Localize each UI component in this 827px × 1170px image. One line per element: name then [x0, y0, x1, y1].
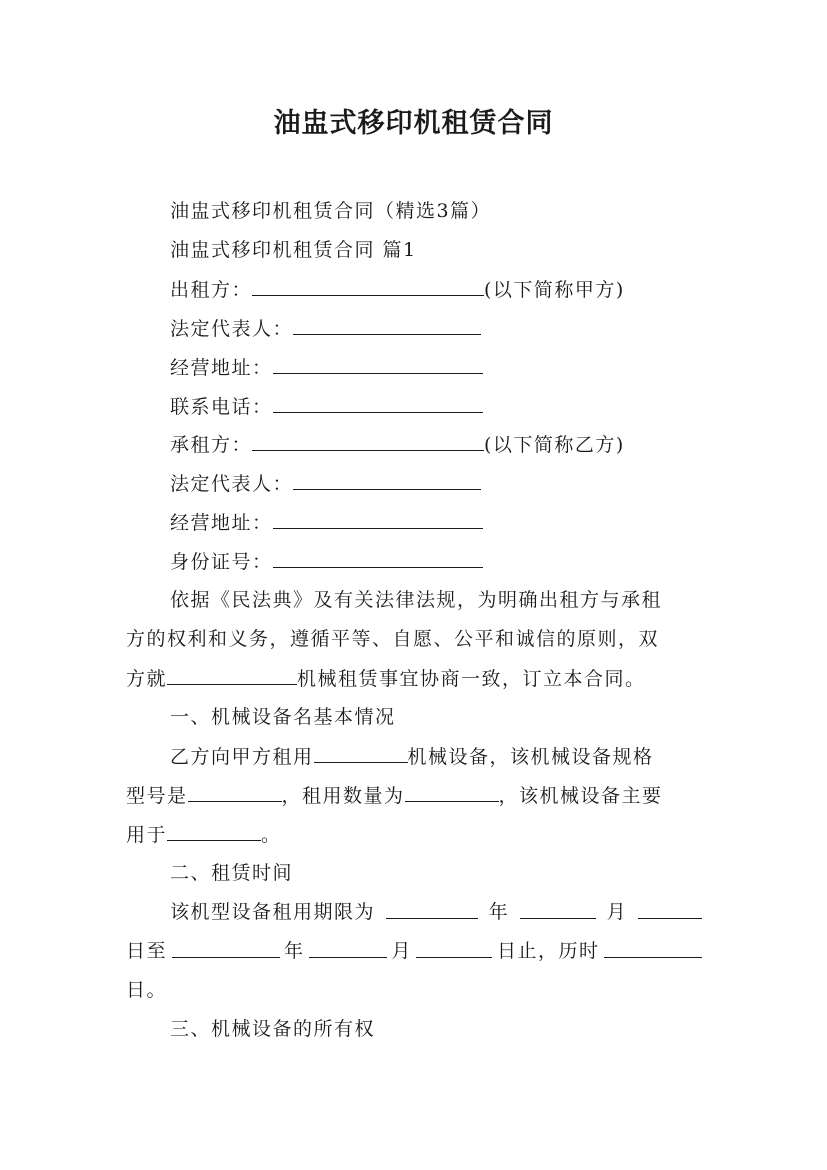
lessor-name-blank[interactable] [252, 275, 484, 296]
end-month-blank[interactable] [309, 937, 387, 958]
clause-1-line-2-end: ，该机械设备主要 [498, 785, 663, 807]
lessor-legal-rep-label: 法定代表人： [170, 318, 294, 340]
lessee-id-label: 身份证号： [170, 551, 273, 573]
clause-1-line-2 [126, 781, 663, 810]
start-year-label: 年 [488, 901, 510, 923]
preamble-line-3-start: 方就 [126, 668, 168, 690]
lessee-legal-rep-blank[interactable] [293, 469, 481, 490]
lessor-phone-line [170, 392, 483, 421]
lessee-address-label: 经营地址： [170, 512, 273, 534]
lessee-address-line [170, 508, 483, 537]
lessee-legal-rep-line [170, 469, 481, 498]
lessee-line [170, 430, 625, 459]
clause-2-line-1 [170, 898, 702, 926]
lessor-phone-label: 联系电话： [170, 396, 273, 418]
lessor-label: 出租方： [170, 279, 253, 301]
clause-3-heading: 三、机械设备的所有权 [170, 1018, 376, 1040]
usage-blank[interactable] [167, 820, 261, 841]
start-year-blank[interactable] [386, 898, 478, 919]
preamble-line-2: 方的权利和义务，遵循平等、自愿、公平和诚信的原则，双 [126, 628, 660, 650]
clause-1-usage-label: 用于 [126, 824, 168, 846]
clause-1-line-1-end: 机械设备，该机械设备规格 [407, 746, 654, 768]
machine-subject-blank[interactable] [167, 664, 297, 685]
lessor-legal-rep-line [170, 314, 481, 343]
lessor-legal-rep-blank[interactable] [293, 314, 481, 335]
clause-2-to-label: 日至 [126, 940, 168, 962]
lessor-phone-blank[interactable] [273, 392, 483, 413]
clause-2-until-label: 日止，历时 [496, 940, 600, 962]
clause-1-line-1 [170, 742, 654, 771]
quantity-blank[interactable] [405, 781, 499, 802]
document-title: 油盅式移印机租赁合同 [273, 108, 554, 139]
preamble-line-1: 依据《民法典》及有关法律法规，为明确出租方与承租 [170, 589, 663, 611]
clause-1-heading: 一、机械设备名基本情况 [170, 706, 396, 728]
clause-1-line-3-end: 。 [261, 824, 282, 846]
clause-1-model-label: 型号是 [126, 785, 188, 807]
lessor-address-blank[interactable] [273, 353, 483, 374]
clause-2-term-label: 该机型设备租用期限为 [170, 901, 376, 923]
lessee-label: 承租方： [170, 434, 253, 456]
rented-machine-blank[interactable] [314, 742, 408, 763]
lessor-address-label: 经营地址： [170, 357, 273, 379]
preamble-line-3 [126, 664, 646, 693]
lessor-address-line [170, 353, 483, 382]
lessee-id-blank[interactable] [273, 547, 483, 568]
lessee-suffix: (以下简称乙方) [484, 434, 625, 456]
model-blank[interactable] [188, 781, 282, 802]
lessee-legal-rep-label: 法定代表人： [170, 473, 294, 495]
clause-1-line-1-start: 乙方向甲方租用 [170, 746, 314, 768]
duration-blank[interactable] [604, 937, 702, 958]
clause-2-line-2 [126, 937, 702, 965]
lessor-suffix: (以下简称甲方) [484, 279, 625, 301]
end-year-blank[interactable] [172, 937, 280, 958]
clause-2-heading: 二、租赁时间 [170, 862, 294, 884]
clause-2-line-3: 日。 [126, 979, 168, 1001]
clause-1-line-3 [126, 820, 282, 849]
clause-1-quantity-label: ，租用数量为 [281, 785, 405, 807]
start-day-blank[interactable] [638, 898, 702, 919]
start-month-label: 月 [606, 901, 628, 923]
lessor-line [170, 275, 625, 304]
end-day-blank[interactable] [416, 937, 492, 958]
preamble-line-3-end: 机械租赁事宜协商一致，订立本合同。 [297, 668, 646, 690]
lessee-id-line [170, 547, 483, 576]
end-year-label: 年 [283, 940, 305, 962]
section-heading: 油盅式移印机租赁合同 篇1 [170, 239, 417, 261]
document-subtitle: 油盅式移印机租赁合同（精选3篇） [170, 200, 492, 222]
end-month-label: 月 [391, 940, 412, 962]
lessee-address-blank[interactable] [273, 508, 483, 529]
start-month-blank[interactable] [520, 898, 596, 919]
lessee-name-blank[interactable] [252, 430, 484, 451]
